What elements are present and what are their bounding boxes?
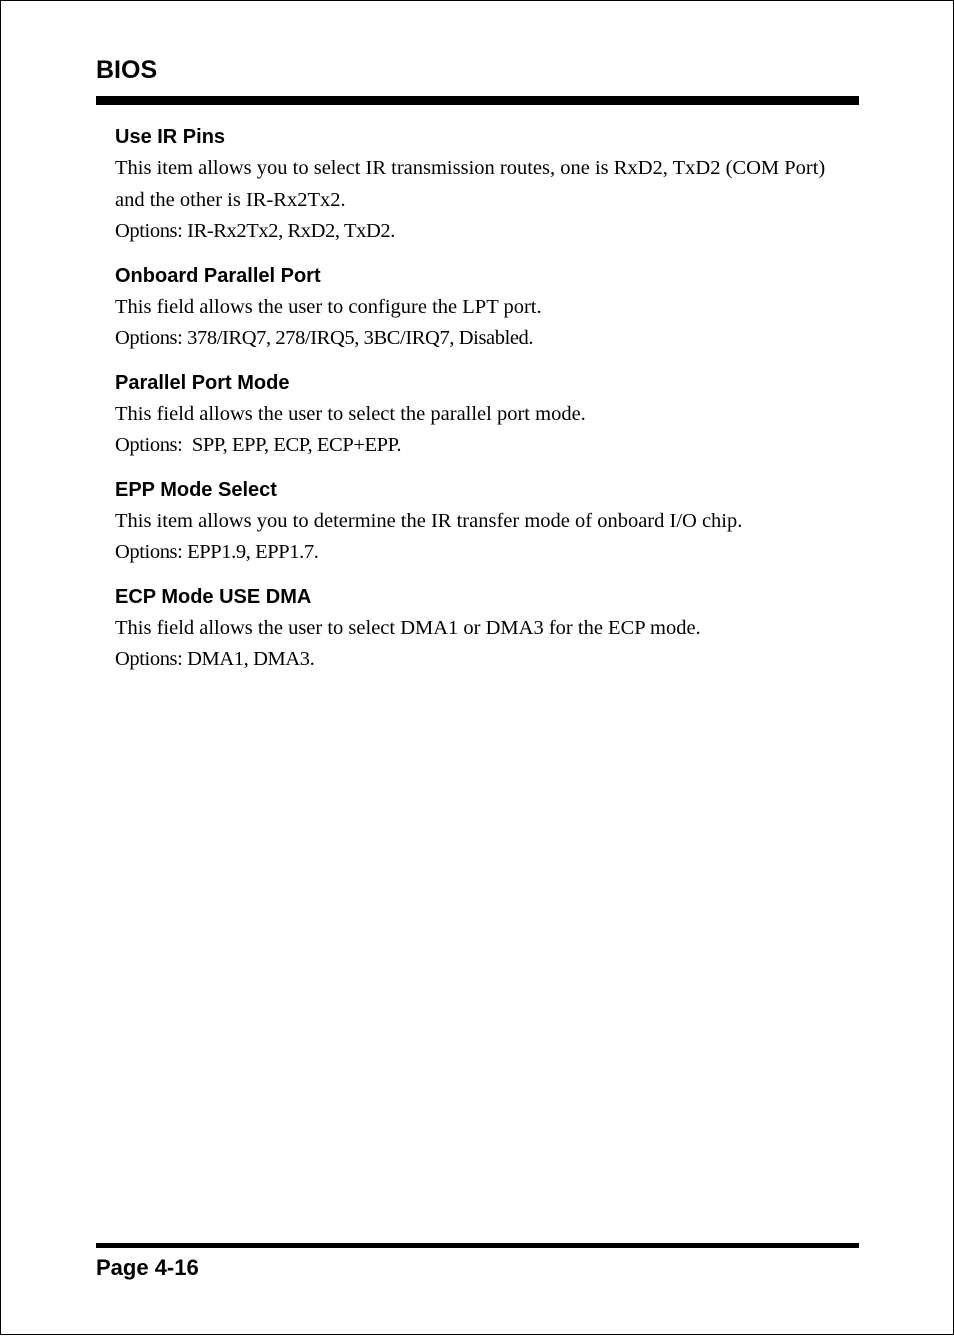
section-heading: EPP Mode Select (115, 479, 277, 501)
section-heading: Use IR Pins (115, 126, 226, 148)
section-description: This field allows the user to select the parallel port mode. (115, 403, 586, 425)
section-options: Options: EPP1.9, EPP1.7. (115, 541, 319, 563)
section-parallel-port-mode (115, 368, 835, 461)
section-heading: ECP Mode USE DMA (115, 586, 312, 608)
section-ecp-mode-use-dma (115, 582, 835, 675)
section-description: This field allows the user to configure the LPT port. (115, 296, 542, 318)
page-content (115, 122, 835, 675)
section-options: Options: DMA1, DMA3. (115, 648, 315, 670)
section-options: Options: SPP, EPP, ECP, ECP+EPP. (115, 434, 402, 456)
section-description: This item allows you to determine the IR transfer mode of onboard I/O chip. (115, 510, 743, 532)
header-title: BIOS (96, 56, 158, 84)
section-epp-mode-select (115, 475, 835, 568)
section-description: This field allows the user to select DMA1 or DMA3 for the ECP mode. (115, 617, 701, 639)
section-heading: Onboard Parallel Port (115, 265, 321, 287)
section-heading: Parallel Port Mode (115, 372, 290, 394)
footer-rule (96, 1243, 859, 1248)
section-options: Options: IR-Rx2Tx2, RxD2, TxD2. (115, 220, 395, 242)
page-number: Page 4-16 (96, 1255, 199, 1280)
section-use-ir-pins (115, 122, 835, 247)
header-rule (96, 96, 859, 105)
section-onboard-parallel-port (115, 261, 835, 354)
section-options: Options: 378/IRQ7, 278/IRQ5, 3BC/IRQ7, Disabled. (115, 327, 534, 349)
section-description: This item allows you to select IR transmission routes, one is RxD2, TxD2 (COM Port) and the other is IR-Rx2Tx2. (115, 157, 826, 211)
